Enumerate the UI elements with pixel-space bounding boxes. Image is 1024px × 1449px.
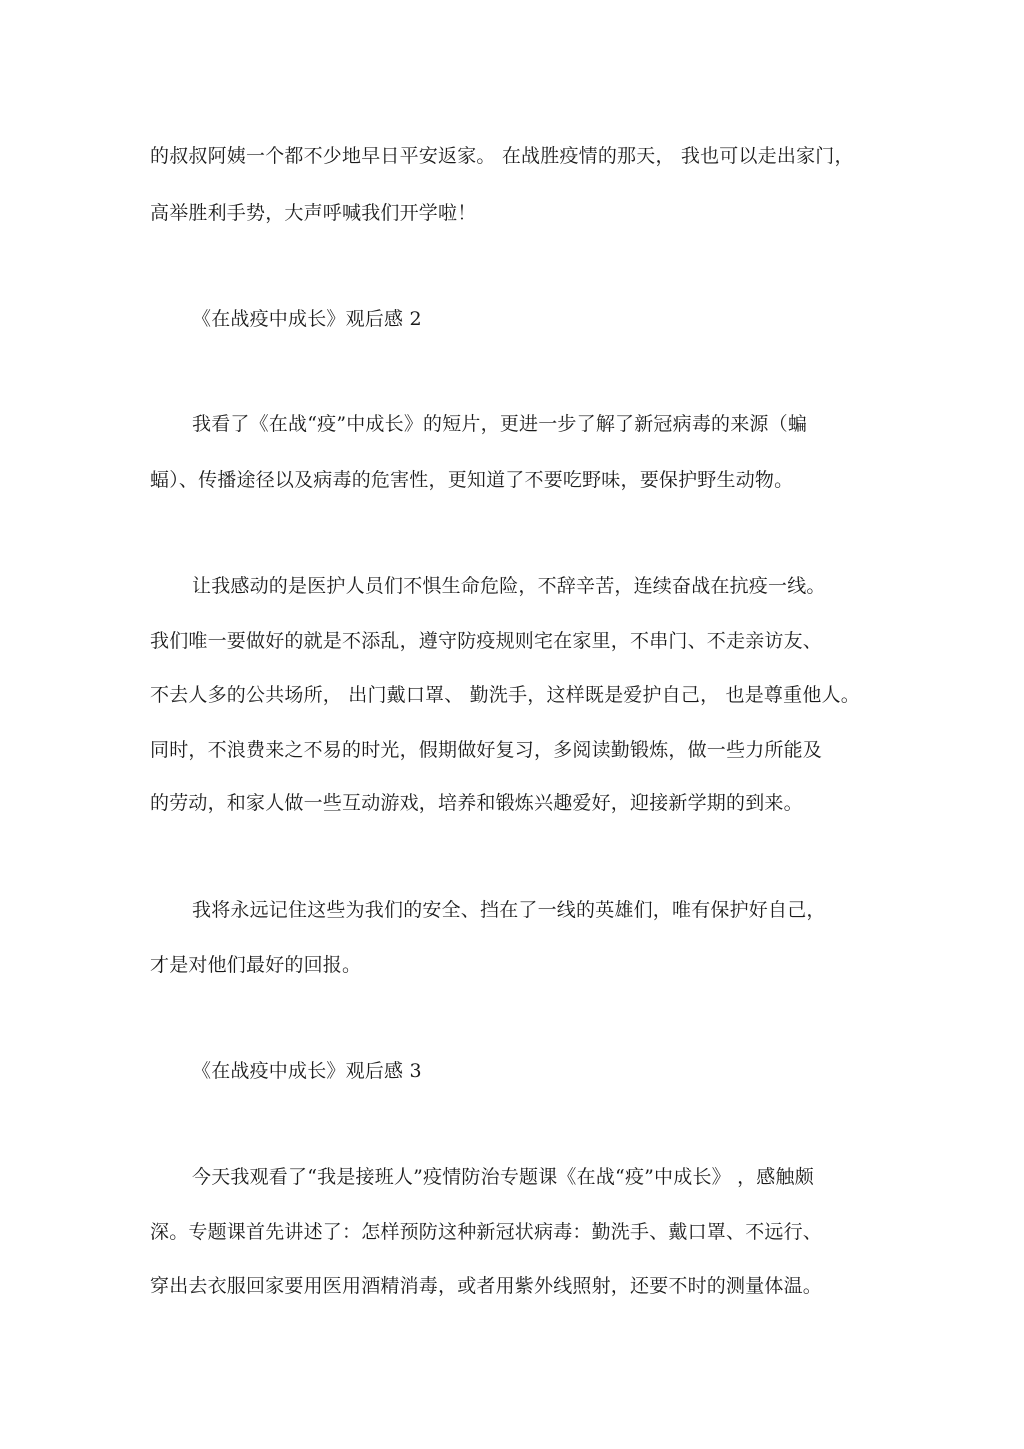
- paragraph-line: 我将永远记住这些为我们的安全、挡在了一线的英雄们，唯有保护好自己，: [192, 899, 826, 921]
- paragraph-line: 穿出去衣服回家要用医用酒精消毒，或者用紫外线照射，还要不时的测量体温。: [150, 1275, 823, 1297]
- paragraph-line: 让我感动的是医护人员们不惧生命危险，不辞辛苦，连续奋战在抗疫一线。: [192, 575, 826, 597]
- paragraph-line: 的叔叔阿姨一个都不少地早日平安返家。 在战胜疫情的那天， 我也可以走出家门，: [150, 145, 854, 167]
- paragraph-line: 才是对他们最好的回报。: [150, 954, 362, 976]
- section-heading-2: 《在战疫中成长》观后感 2: [192, 308, 422, 330]
- paragraph-line: 我们唯一要做好的就是不添乱，遵守防疫规则宅在家里，不串门、不走亲访友、: [150, 630, 823, 652]
- paragraph-line: 同时，不浪费来之不易的时光，假期做好复习，多阅读勤锻炼，做一些力所能及: [150, 739, 823, 761]
- paragraph-line: 高举胜利手势，大声呼喊我们开学啦！: [150, 202, 477, 224]
- paragraph-line: 我看了《在战“疫”中成长》的短片，更进一步了解了新冠病毒的来源（蝙: [192, 413, 808, 435]
- paragraph-line: 不去人多的公共场所， 出门戴口罩、 勤洗手，这样既是爱护自己， 也是尊重他人。: [150, 684, 860, 706]
- section-heading-3: 《在战疫中成长》观后感 3: [192, 1060, 422, 1082]
- paragraph-line: 今天我观看了“我是接班人”疫情防治专题课《在战“疫”中成长》 ，感触颇: [192, 1166, 814, 1188]
- paragraph-line: 蝠）、传播途径以及病毒的危害性，更知道了不要吃野味，要保护野生动物。: [150, 469, 794, 491]
- paragraph-line: 深。专题课首先讲述了：怎样预防这种新冠状病毒：勤洗手、戴口罩、不远行、: [150, 1221, 823, 1243]
- paragraph-line: 的劳动，和家人做一些互动游戏，培养和锻炼兴趣爱好，迎接新学期的到来。: [150, 792, 803, 814]
